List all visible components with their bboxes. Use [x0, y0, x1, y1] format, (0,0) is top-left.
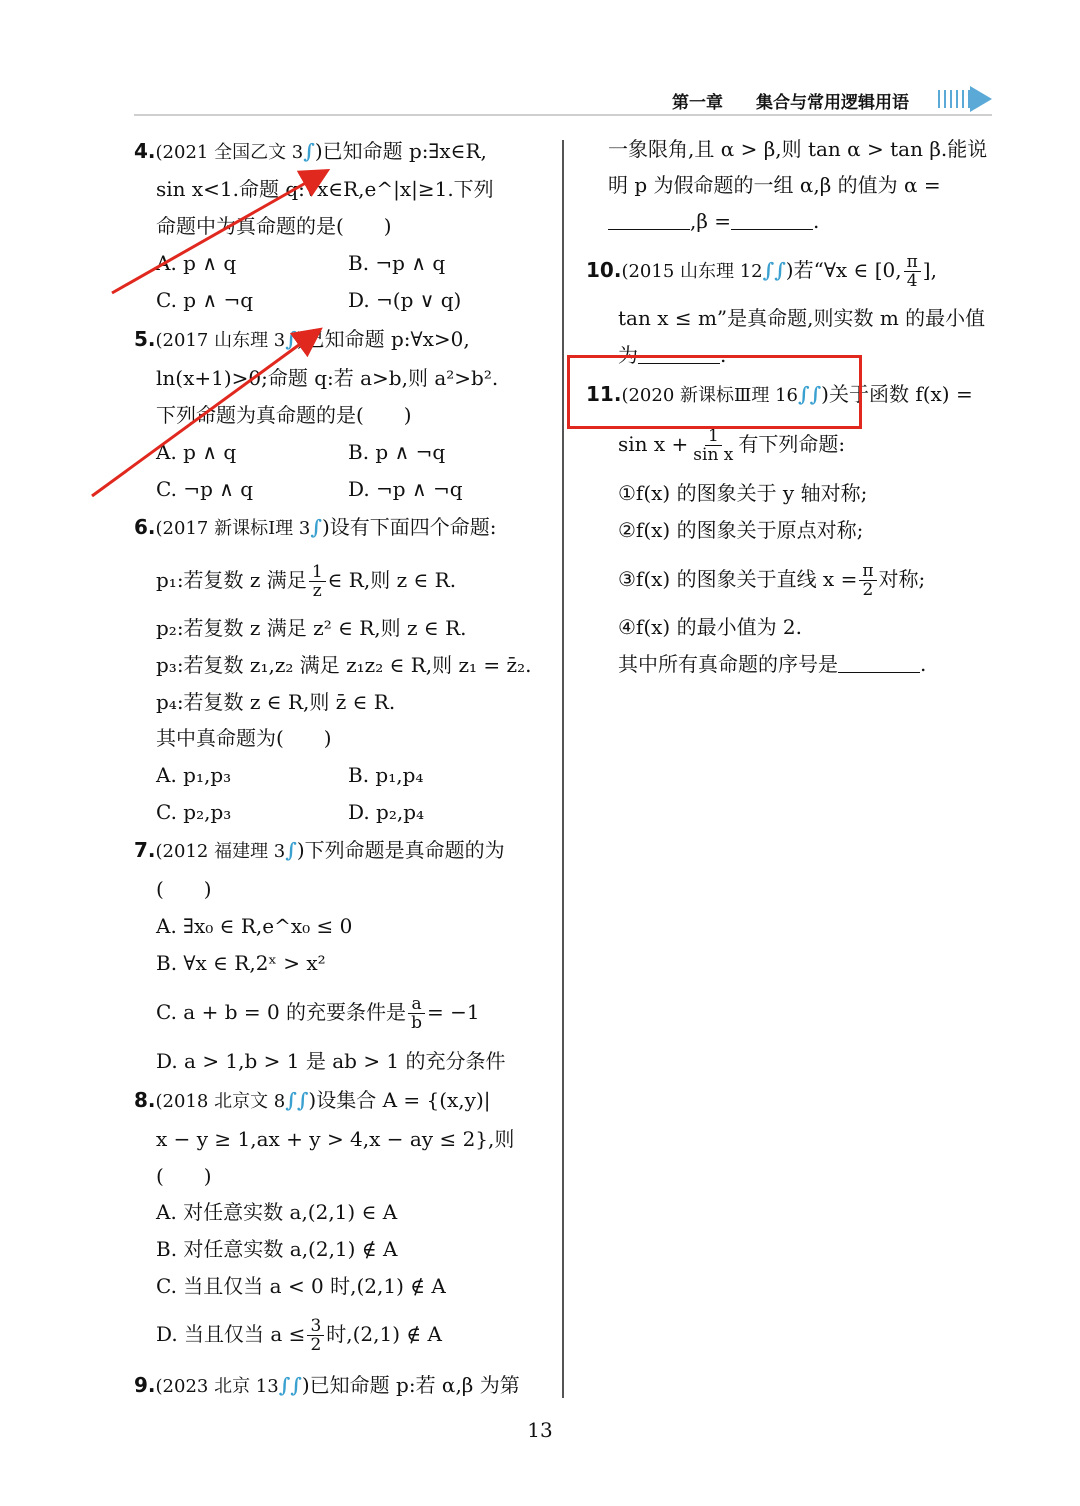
chapter-title: 集合与常用逻辑用语 [756, 93, 909, 113]
q7-option-d: D. a > 1,b > 1 是 ab > 1 的充分条件 [156, 1049, 506, 1073]
fraction: $\frac{\pi}{4}$ [904, 253, 921, 290]
q8-option-c: C. 当且仅当 a < 0 时,(2,1) ∉ A [156, 1274, 446, 1298]
difficulty-icon: ∫ [310, 515, 322, 539]
q6-p2: p₂:若复数 z 满足 z² ∈ R,则 z ∈ R. [156, 616, 467, 640]
q9-line1: 9.(2023 北京 13∫∫)已知命题 p:若 α,β 为第 [134, 1373, 520, 1397]
q8-option-d: D. 当且仅当 a ≤ $\frac{3}{2}$ 时,(2,1) ∉ A [156, 1316, 442, 1355]
q5-line2: ln(x+1)>0;命题 q:若 a>b,则 a²>b². [156, 366, 499, 390]
q11-statement-2: ②f(x) 的图象关于原点对称; [618, 518, 864, 542]
difficulty-icon: ∫∫ [278, 1373, 302, 1397]
q6-option-c: C. p₂,p₃ [156, 800, 232, 824]
q4-line2: sin x<1.命题 q:∀x∈R,e^|x|≥1.下列 [156, 177, 494, 201]
difficulty-icon: ∫∫ [797, 382, 822, 406]
page-number: 13 [527, 1418, 553, 1442]
red-arrow-icon [92, 331, 318, 496]
q6-p1: p₁:若复数 z 满足 $\frac{1}{z}$ ∈ R,则 z ∈ R. [156, 562, 457, 601]
q4-option-d: D. ¬(p ∨ q) [348, 288, 462, 312]
difficulty-icon: ∫ [285, 327, 297, 351]
q11-statement-3: ③f(x) 的图象关于直线 x = $\frac{\pi}{2}$ 对称; [618, 561, 926, 600]
fraction: $\frac{a}{b}$ [408, 995, 425, 1032]
fraction: $\frac{1}{z}$ [309, 563, 326, 600]
q11-line1: 11.(2020 新课标Ⅲ理 16∫∫)关于函数 f(x) = [586, 382, 973, 406]
difficulty-icon: ∫ [285, 838, 297, 862]
q11-ask: 其中所有真命题的序号是 . [618, 652, 927, 676]
q8-line1: 8.(2018 北京文 8∫∫)设集合 A = {(x,y)| [134, 1088, 491, 1112]
q7-paren: ( ) [156, 877, 212, 901]
q5-option-c: C. ¬p ∧ q [156, 477, 254, 501]
q11-statement-1: ①f(x) 的图象关于 y 轴对称; [618, 481, 868, 505]
difficulty-icon: ∫ [303, 139, 315, 163]
q6-p4: p₄:若复数 z ∈ R,则 z̄ ∈ R. [156, 690, 396, 714]
q9-cont-line1: 一象限角,且 α > β,则 tan α > tan β.能说 [608, 137, 988, 161]
q4-line3: 命题中为真命题的是( ) [156, 214, 392, 238]
q8-option-a: A. 对任意实数 a,(2,1) ∈ A [156, 1200, 398, 1224]
q5-line1: 5.(2017 山东理 3∫)已知命题 p:∀x>0, [134, 327, 470, 351]
q6-line1: 6.(2017 新课标Ⅰ理 3∫)设有下面四个命题: [134, 515, 497, 539]
q5-option-a: A. p ∧ q [156, 440, 237, 464]
q6-option-a: A. p₁,p₃ [156, 763, 232, 787]
q8-paren: ( ) [156, 1164, 212, 1188]
q11-statement-4: ④f(x) 的最小值为 2. [618, 615, 803, 639]
q4-option-c: C. p ∧ ¬q [156, 288, 254, 312]
fraction: $\frac{\pi}{2}$ [859, 562, 876, 599]
q7-line1: 7.(2012 福建理 3∫)下列命题是真命题的为 [134, 838, 505, 862]
q8-option-b: B. 对任意实数 a,(2,1) ∉ A [156, 1237, 398, 1261]
q6-option-d: D. p₂,p₄ [348, 800, 425, 824]
chapter-label: 第一章 [672, 93, 723, 113]
q7-option-b: B. ∀x ∈ R,2ˣ > x² [156, 951, 326, 975]
q8-line2: x − y ≥ 1,ax + y > 4,x − ay ≤ 2},则 [156, 1127, 515, 1151]
q7-option-c: C. a + b = 0 的充要条件是 $\frac{a}{b}$ = −1 [156, 994, 480, 1033]
difficulty-icon: ∫∫ [285, 1088, 309, 1112]
q5-option-d: D. ¬p ∧ ¬q [348, 477, 463, 501]
difficulty-icon: ∫∫ [762, 258, 786, 282]
q6-p3: p₃:若复数 z₁,z₂ 满足 z₁z₂ ∈ R,则 z₁ = z̄₂. [156, 653, 532, 677]
q9-cont-line2: 明 p 为假命题的一组 α,β 的值为 α = [608, 173, 941, 197]
q5-option-b: B. p ∧ ¬q [348, 440, 446, 464]
fraction: $\frac{1}{\text{sin x}}$ [693, 426, 734, 465]
q6-ask: 其中真命题为( ) [156, 726, 332, 750]
q4-option-a: A. p ∧ q [156, 251, 237, 275]
q4-option-b: B. ¬p ∧ q [348, 251, 446, 275]
red-arrow-icon [112, 172, 325, 293]
q5-line3: 下列命题为真命题的是( ) [156, 403, 412, 427]
q11-line2: sin x + $\frac{1}{\text{sin x}}$ 有下列命题: [618, 426, 846, 465]
fraction: $\frac{3}{2}$ [307, 1317, 324, 1354]
q6-option-b: B. p₁,p₄ [348, 763, 424, 787]
q10-line2: tan x ≤ m”是真命题,则实数 m 的最小值 [618, 306, 986, 330]
q10-line1: 10.(2015 山东理 12∫∫)若“∀x ∈ [0, $\frac{\pi}{4}$ ], [586, 252, 937, 291]
q4-line1: 4.(2021 全国乙文 3∫)已知命题 p:∃x∈R, [134, 139, 487, 163]
q9-cont-line3: ,β = . [608, 208, 819, 234]
q7-option-a: A. ∃x₀ ∈ R,e^x₀ ≤ 0 [156, 914, 353, 938]
q10-line3: 为 . [618, 343, 727, 367]
